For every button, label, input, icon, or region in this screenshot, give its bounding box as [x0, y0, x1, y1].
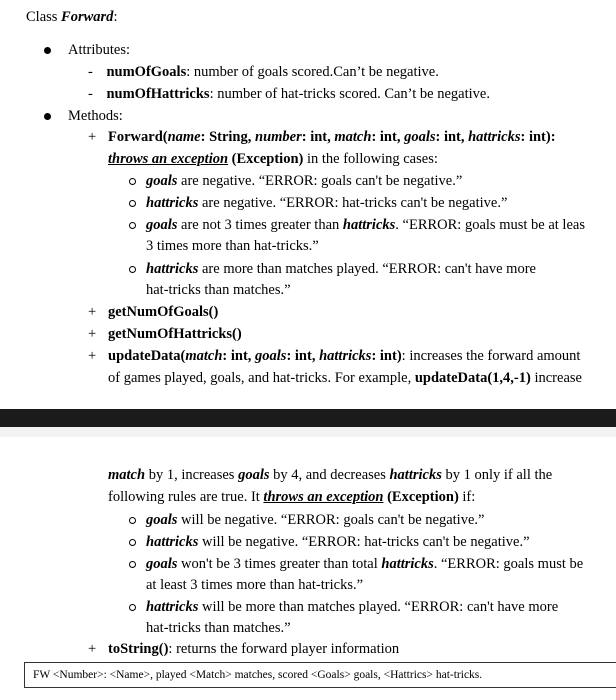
method-get-num-of-hattricks: getNumOfHattricks(): [108, 326, 242, 342]
circle-bullet-icon: [129, 604, 136, 611]
plus-marker: +: [88, 326, 97, 342]
method-to-string: toString(): returns the forward player information: [108, 641, 400, 657]
output-format-box: FW <Number>: <Name>, played <Match> matches, scored <Goals> goals, <Hattrics> hat-tricks.: [24, 662, 616, 688]
update-rule: goals will be negative. “ERROR: goals can't be negative.”: [146, 512, 485, 528]
update-rule: goals won't be 3 times greater than total hattricks. “ERROR: goals must be: [146, 556, 584, 572]
constructor-case-continuation: hat-tricks than matches.”: [146, 282, 291, 298]
methods-heading: Methods:: [68, 108, 123, 124]
circle-bullet-icon: [129, 178, 136, 185]
constructor-case: hattricks are negative. “ERROR: hat-tricks can't be negative.”: [146, 195, 508, 211]
method-update-data-desc: of games played, goals, and hat-tricks. For example, updateData(1,4,-1) increase: [108, 370, 582, 386]
circle-bullet-icon: [129, 539, 136, 546]
constructor-case: hattricks are more than matches played. “ERROR: can't have more: [146, 261, 536, 277]
attributes-heading: Attributes:: [68, 42, 131, 58]
class-title: Class Forward:: [26, 9, 118, 25]
circle-bullet-icon: [129, 200, 136, 207]
circle-bullet-icon: [129, 561, 136, 568]
bullet-dot-icon: [44, 47, 51, 54]
constructor-throws: throws an exception (Exception) in the following cases:: [108, 151, 438, 167]
plus-marker: +: [88, 129, 97, 145]
update-rule-continuation: at least 3 times more than hat-tricks.”: [146, 577, 364, 593]
page-break-bar: [0, 409, 616, 427]
class-name: Forward: [61, 9, 114, 25]
update-data-throws: following rules are true. It throws an exception (Exception) if:: [108, 489, 476, 505]
plus-marker: +: [88, 304, 97, 320]
bullet-dot-icon: [44, 113, 51, 120]
page-break-gap: [0, 427, 616, 437]
attribute-num-of-hattricks: - numOfHattricks: number of hat-tricks scored. Can’t be negative.: [88, 86, 490, 102]
plus-marker: +: [88, 641, 97, 657]
constructor-case: goals are not 3 times greater than hattricks. “ERROR: goals must be at leas: [146, 217, 585, 233]
constructor-case: goals are negative. “ERROR: goals can't be negative.”: [146, 173, 463, 189]
constructor-signature: Forward(name: String, number: int, match: int, goals: int, hattricks: int):: [108, 129, 556, 145]
method-get-num-of-goals: getNumOfGoals(): [108, 304, 219, 320]
update-rule: hattricks will be more than matches played. “ERROR: can't have more: [146, 599, 559, 615]
update-data-continuation: match by 1, increases goals by 4, and decreases hattricks by 1 only if all the: [108, 467, 553, 483]
plus-marker: +: [88, 348, 97, 364]
update-rule-continuation: hat-tricks than matches.”: [146, 620, 291, 636]
circle-bullet-icon: [129, 266, 136, 273]
constructor-case-continuation: 3 times more than hat-tricks.”: [146, 238, 319, 254]
method-update-data: updateData(match: int, goals: int, hattricks: int): increases the forward amount: [108, 348, 581, 364]
circle-bullet-icon: [129, 517, 136, 524]
update-rule: hattricks will be negative. “ERROR: hat-tricks can't be negative.”: [146, 534, 530, 550]
attribute-num-of-goals: - numOfGoals: number of goals scored.Can’t be negative.: [88, 64, 439, 80]
circle-bullet-icon: [129, 222, 136, 229]
